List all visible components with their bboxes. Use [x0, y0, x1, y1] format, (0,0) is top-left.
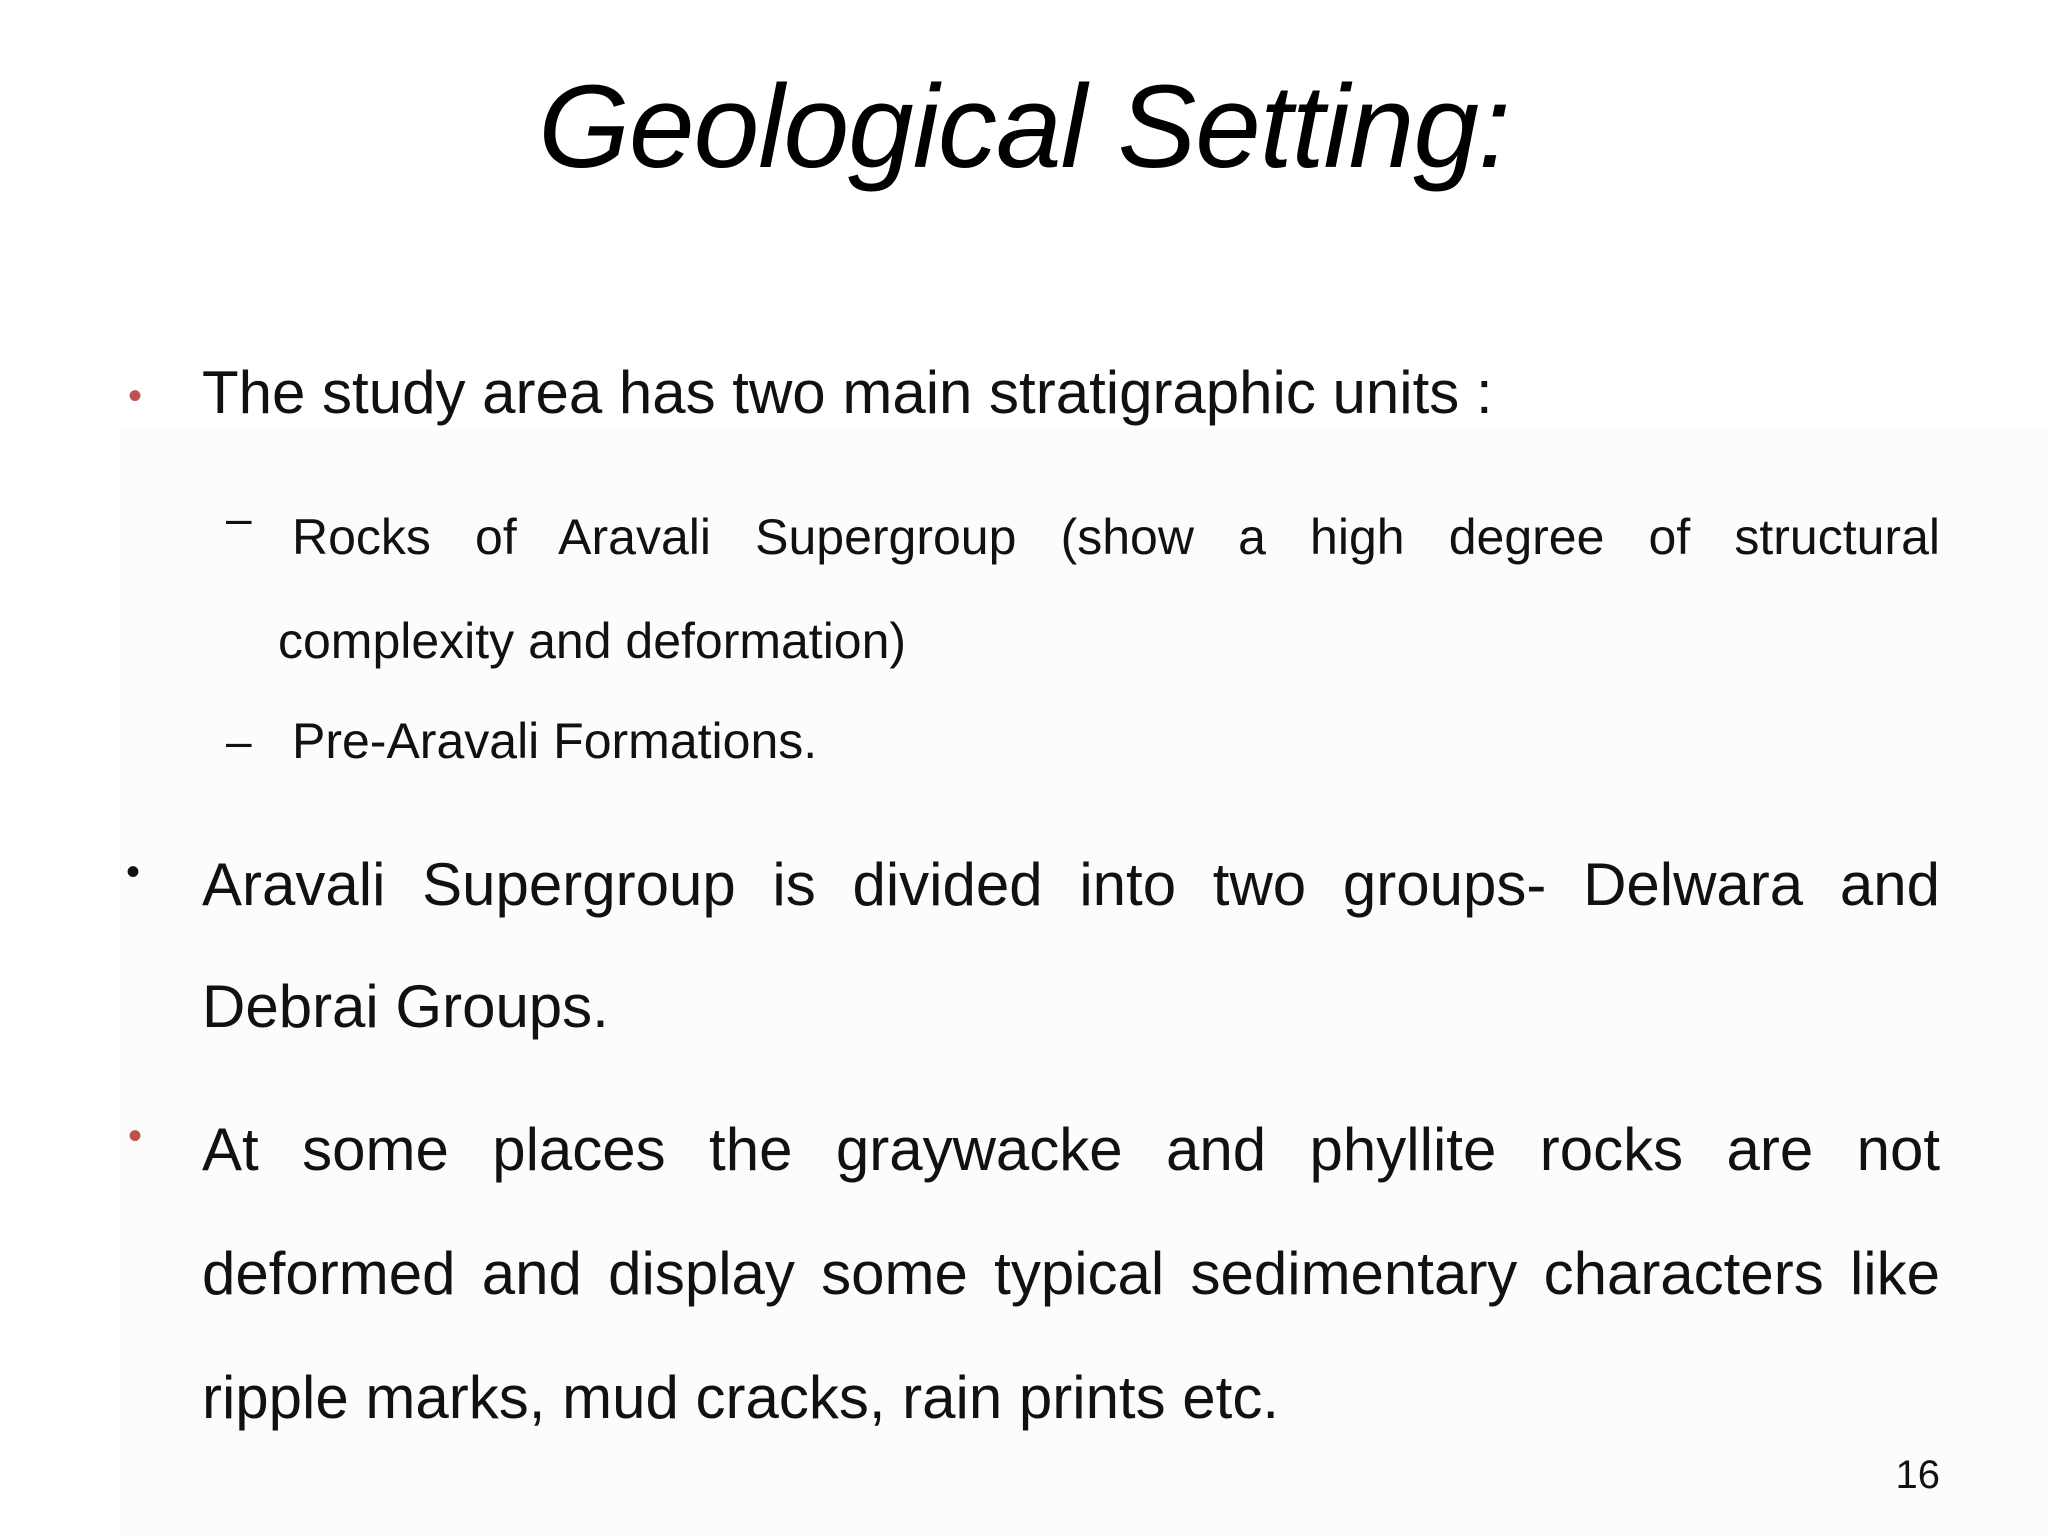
page-number: 16: [1895, 1453, 1940, 1497]
bullet-text-2: Aravali Supergroup is divided into two groups- Delwara and Debrai Groups.: [202, 851, 1940, 1040]
bullet-text-3: At some places the graywacke and phyllite rocks are not deformed and display some typical sedimentary characters like ripple marks, mud cracks, rain prints etc.: [202, 1116, 1940, 1431]
bullet-red-icon: •: [128, 1114, 143, 1158]
sub-bullet-text-1-line1: Rocks of Aravali Supergroup (show a high degree of structural: [292, 509, 1940, 565]
slide-title: Geological Setting:: [538, 61, 1510, 193]
sub-bullet-text-1: [278, 485, 1940, 693]
sub-bullet-text-2: Pre-Aravali Formations.: [292, 713, 818, 769]
bullet-red-icon: •: [128, 374, 143, 418]
dash-icon: –: [226, 715, 252, 767]
bullet-text-1: The study area has two main stratigraphic units :: [202, 359, 1493, 426]
sub-bullet-text-1-line2: complexity and deformation): [278, 613, 907, 669]
dash-icon: –: [226, 492, 252, 544]
bullet-dark-icon: •: [126, 850, 141, 894]
